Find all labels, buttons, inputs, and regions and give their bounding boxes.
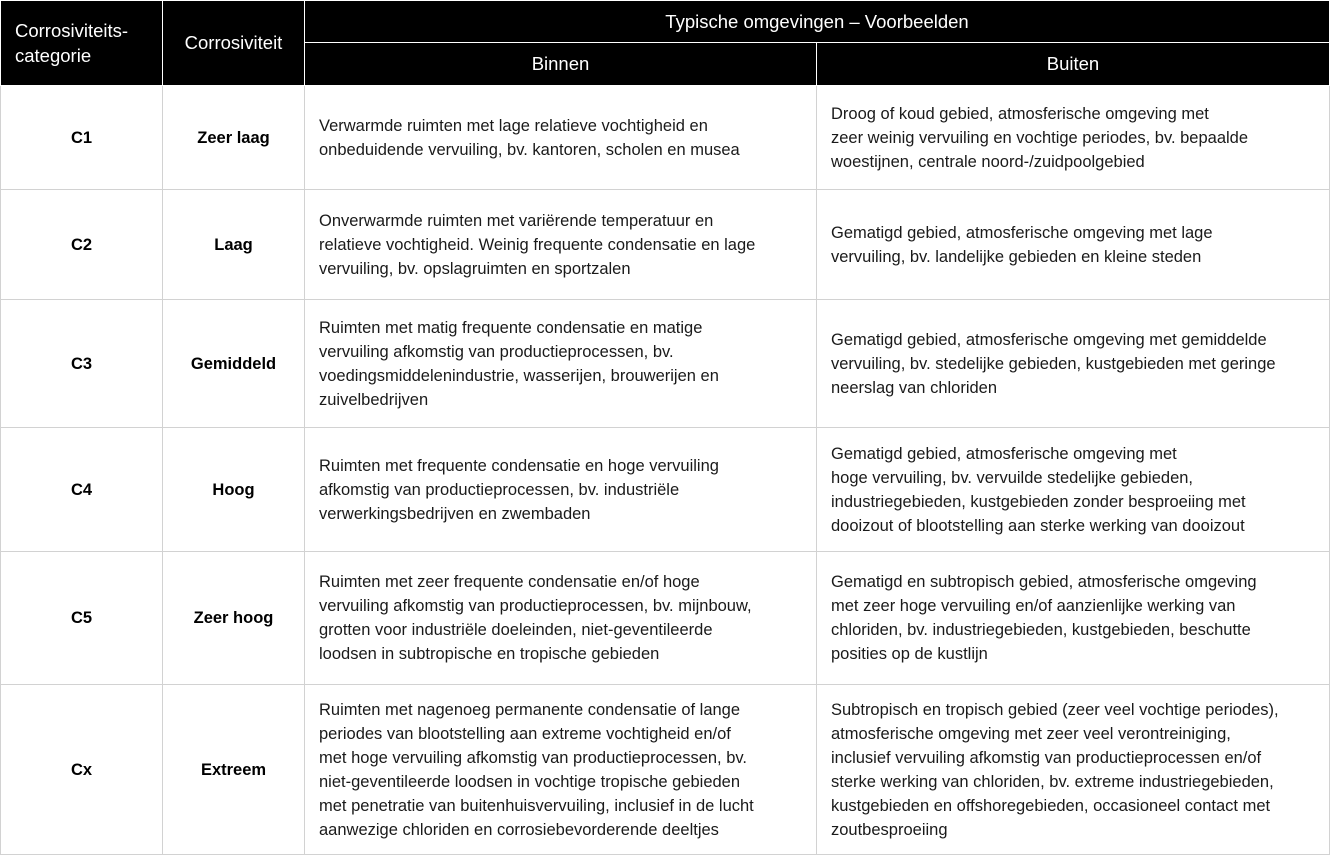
table-body bbox=[1, 86, 1330, 855]
category-cell: Cx bbox=[1, 685, 163, 855]
outside-line: zoutbesproeiing bbox=[831, 820, 948, 839]
category-cell: C4 bbox=[1, 428, 163, 552]
header-category bbox=[1, 1, 163, 86]
outside-line: neerslag van chloriden bbox=[831, 378, 998, 397]
outside-line: woestijnen, centrale noord-/zuidpoolgebied bbox=[831, 152, 1145, 171]
table-row bbox=[1, 428, 1330, 552]
outside-line: Gematigd gebied, atmosferische omgeving met lage bbox=[831, 223, 1213, 242]
inside-line: met hoge vervuiling afkomstig van productieprocessen, bv. bbox=[319, 748, 748, 767]
outside-line: zeer weinig vervuiling en vochtige periodes, bv. bepaalde bbox=[831, 128, 1249, 147]
outside-cell bbox=[817, 685, 1330, 855]
outside-cell bbox=[817, 86, 1330, 190]
header-category-line2: categorie bbox=[15, 45, 92, 66]
outside-line: Gematigd en subtropisch gebied, atmosferische omgeving bbox=[831, 573, 1257, 591]
header-environments: Typische omgevingen – Voorbeelden bbox=[305, 1, 1330, 43]
category-cell: C3 bbox=[1, 300, 163, 428]
inside-line: aanwezige chloriden en corrosiebevorderende deeltjes bbox=[319, 820, 719, 839]
outside-line: Gematigd gebied, atmosferische omgeving met gemiddelde bbox=[831, 330, 1267, 349]
outside-line: met zeer hoge vervuiling en/of aanzienlijke werking van bbox=[831, 597, 1236, 615]
table-row bbox=[1, 685, 1330, 855]
inside-line: Ruimten met matig frequente condensatie en matige bbox=[319, 318, 703, 337]
inside-cell bbox=[305, 428, 817, 552]
header-category-line1: Corrosiviteits- bbox=[15, 20, 129, 41]
outside-cell bbox=[817, 552, 1330, 685]
header-outside: Buiten bbox=[817, 43, 1330, 86]
inside-line: vervuiling, bv. opslagruimten en sportzalen bbox=[319, 259, 631, 278]
outside-line: industriegebieden, kustgebieden zonder besproeiing met bbox=[831, 492, 1246, 511]
corrosivity-cell: Zeer hoog bbox=[163, 552, 305, 685]
corrosivity-cell: Gemiddeld bbox=[163, 300, 305, 428]
outside-line: inclusief vervuiling afkomstig van productieprocessen en/of bbox=[831, 748, 1262, 767]
inside-line: Ruimten met nagenoeg permanente condensatie of lange bbox=[319, 700, 741, 719]
table-header bbox=[1, 1, 1330, 86]
inside-line: relatieve vochtigheid. Weinig frequente condensatie en lage bbox=[319, 235, 756, 254]
outside-line: Droog of koud gebied, atmosferische omgeving met bbox=[831, 104, 1209, 123]
inside-cell bbox=[305, 552, 817, 685]
outside-line: sterke werking van chloriden, bv. extreme industriegebieden, bbox=[831, 772, 1274, 791]
outside-line: vervuiling, bv. stedelijke gebieden, kustgebieden met geringe bbox=[831, 354, 1276, 373]
outside-line: vervuiling, bv. landelijke gebieden en kleine steden bbox=[831, 247, 1202, 266]
inside-line: Ruimten met zeer frequente condensatie en/of hoge bbox=[319, 573, 700, 591]
inside-line: afkomstig van productieprocessen, bv. industriële bbox=[319, 480, 680, 499]
table-row bbox=[1, 300, 1330, 428]
inside-cell bbox=[305, 685, 817, 855]
table-row bbox=[1, 190, 1330, 300]
inside-cell bbox=[305, 300, 817, 428]
corrosivity-cell: Hoog bbox=[163, 428, 305, 552]
inside-line: vervuiling afkomstig van productieprocessen, bv. mijnbouw, bbox=[319, 597, 752, 615]
table-row bbox=[1, 86, 1330, 190]
inside-line: met penetratie van buitenhuisvervuiling, inclusief in de lucht bbox=[319, 796, 754, 815]
inside-line: zuivelbedrijven bbox=[319, 390, 429, 409]
table-row bbox=[1, 552, 1330, 685]
outside-line: atmosferische omgeving met zeer veel verontreiniging, bbox=[831, 724, 1231, 743]
outside-cell bbox=[817, 190, 1330, 300]
inside-line: vervuiling afkomstig van productieprocessen, bv. bbox=[319, 342, 674, 361]
outside-line: Gematigd gebied, atmosferische omgeving met bbox=[831, 444, 1177, 463]
inside-line: Verwarmde ruimten met lage relatieve vochtigheid en bbox=[319, 116, 708, 135]
outside-line: posities op de kustlijn bbox=[831, 645, 988, 663]
inside-cell bbox=[305, 190, 817, 300]
inside-line: voedingsmiddelenindustrie, wasserijen, brouwerijen en bbox=[319, 366, 719, 385]
outside-cell bbox=[817, 428, 1330, 552]
outside-cell bbox=[817, 300, 1330, 428]
corrosivity-cell: Laag bbox=[163, 190, 305, 300]
inside-line: onbeduidende vervuiling, bv. kantoren, scholen en musea bbox=[319, 140, 740, 159]
outside-line: hoge vervuiling, bv. vervuilde stedelijke gebieden, bbox=[831, 468, 1194, 487]
corrosivity-cell: Extreem bbox=[163, 685, 305, 855]
category-cell: C5 bbox=[1, 552, 163, 685]
outside-line: chloriden, bv. industriegebieden, kustgebieden, beschutte bbox=[831, 621, 1251, 639]
outside-line: kustgebieden en offshoregebieden, occasioneel contact met bbox=[831, 796, 1271, 815]
corrosivity-cell: Zeer laag bbox=[163, 86, 305, 190]
outside-line: Subtropisch en tropisch gebied (zeer veel vochtige periodes), bbox=[831, 700, 1279, 719]
inside-line: verwerkingsbedrijven en zwembaden bbox=[319, 504, 591, 523]
inside-line: niet-geventileerde loodsen in vochtige tropische gebieden bbox=[319, 772, 741, 791]
inside-cell bbox=[305, 86, 817, 190]
header-inside: Binnen bbox=[305, 43, 817, 86]
inside-line: periodes van blootstelling aan extreme vochtigheid en/of bbox=[319, 724, 731, 743]
category-cell: C2 bbox=[1, 190, 163, 300]
inside-line: Ruimten met frequente condensatie en hoge vervuiling bbox=[319, 456, 719, 475]
inside-line: Onverwarmde ruimten met variërende temperatuur en bbox=[319, 211, 714, 230]
header-corrosivity: Corrosiviteit bbox=[163, 1, 305, 86]
inside-line: grotten voor industriële doeleinden, niet-geventileerde bbox=[319, 621, 713, 639]
inside-line: loodsen in subtropische en tropische gebieden bbox=[319, 645, 660, 663]
outside-line: dooizout of blootstelling aan sterke werking van dooizout bbox=[831, 516, 1245, 535]
category-cell: C1 bbox=[1, 86, 163, 190]
